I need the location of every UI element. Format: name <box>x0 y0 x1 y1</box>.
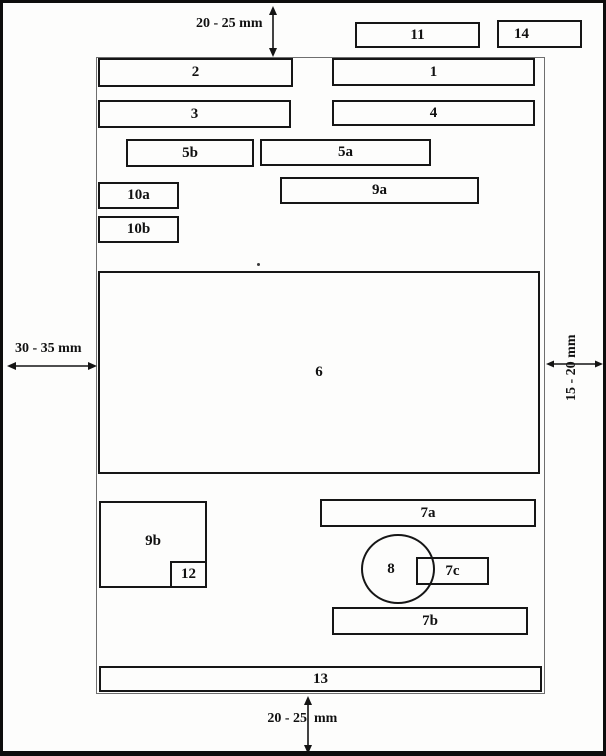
box-10a-label: 10a <box>127 187 150 203</box>
box-13 <box>99 666 542 692</box>
circle-8-label: 8 <box>387 560 395 577</box>
box-11 <box>355 22 480 48</box>
box-3-label: 3 <box>190 105 199 122</box>
box-2 <box>98 58 293 87</box>
bottom-margin-value-label: 20 - 25 <box>267 711 307 726</box>
box-10a <box>98 182 179 209</box>
box-10b <box>98 216 179 243</box>
box-9a-label: 9a <box>372 182 387 198</box>
box-11-label: 11 <box>410 26 425 43</box>
box-12-label: 12 <box>181 566 196 582</box>
box-6 <box>98 271 540 474</box>
box-1-label: 1 <box>429 63 438 80</box>
box-7a <box>320 499 536 527</box>
box-5a-label: 5a <box>338 144 353 160</box>
box-2-label: 2 <box>191 64 200 80</box>
box-4-label: 4 <box>429 104 438 121</box>
box-3 <box>98 100 291 128</box>
box-5b <box>126 139 254 167</box>
box-7b <box>332 607 528 635</box>
left-margin-label: 30 - 35 mm <box>15 341 82 356</box>
box-1 <box>332 58 535 86</box>
box-9b-label: 9b <box>145 533 161 549</box>
right-margin-label: 15 - 20 mm <box>564 334 579 401</box>
box-7a-label: 7a <box>420 504 436 521</box>
bottom-margin-arrow-icon <box>301 695 315 755</box>
bottom-margin-unit-label: mm <box>314 711 338 726</box>
box-14-label: 14 <box>514 25 529 42</box>
box-9a <box>280 177 479 204</box>
box-7c <box>416 557 489 585</box>
box-13-label: 13 <box>313 670 328 687</box>
top-margin-arrow-icon <box>266 5 280 58</box>
box-7b-label: 7b <box>422 612 438 629</box>
box-14 <box>497 20 582 48</box>
box-7c-label: 7c <box>445 562 460 579</box>
left-margin-arrow-icon <box>6 359 98 373</box>
box-10b-label: 10b <box>126 221 151 237</box>
box-6-label: 6 <box>315 364 323 380</box>
stray-dot <box>257 263 260 266</box>
box-5b-label: 5b <box>182 144 198 161</box>
box-4 <box>332 100 535 126</box>
box-5a <box>260 139 431 166</box>
box-12 <box>170 561 207 588</box>
top-margin-label: 20 - 25 mm <box>196 16 263 31</box>
